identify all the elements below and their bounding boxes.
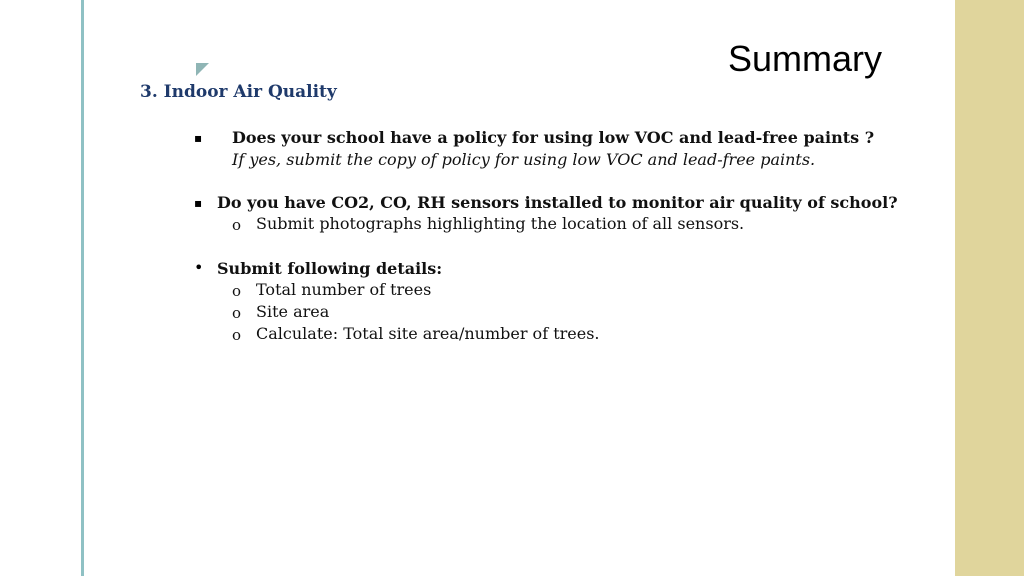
round-bullet-icon: •	[194, 258, 204, 277]
circle-bullet-icon: o	[232, 282, 242, 300]
item-3-subitem: Site area	[256, 302, 330, 321]
section-heading: 3. Indoor Air Quality	[140, 82, 337, 102]
item-3-subitem: Total number of trees	[256, 280, 432, 299]
item-2-subitem: Submit photographs highlighting the location of all sensors.	[256, 214, 745, 233]
square-bullet-icon: ▪	[194, 131, 203, 145]
circle-bullet-icon: o	[232, 326, 242, 344]
item-2-question: Do you have CO2, CO, RH sensors installed to monitor air quality of school?	[217, 193, 898, 212]
circle-bullet-icon: o	[232, 216, 242, 234]
square-bullet-icon: ▪	[194, 196, 203, 210]
circle-bullet-icon: o	[232, 304, 242, 322]
left-accent-rule	[81, 0, 84, 576]
corner-triangle-icon	[196, 63, 209, 76]
right-decorative-panel	[955, 0, 1024, 576]
item-1-question: Does your school have a policy for using low VOC and lead-free paints ?	[232, 128, 875, 147]
slide-title: Summary	[728, 38, 883, 79]
item-3-subitem: Calculate: Total site area/number of trees.	[256, 324, 600, 343]
item-3-question: Submit following details:	[217, 259, 443, 278]
item-1-note: If yes, submit the copy of policy for using low VOC and lead-free paints.	[232, 150, 816, 169]
